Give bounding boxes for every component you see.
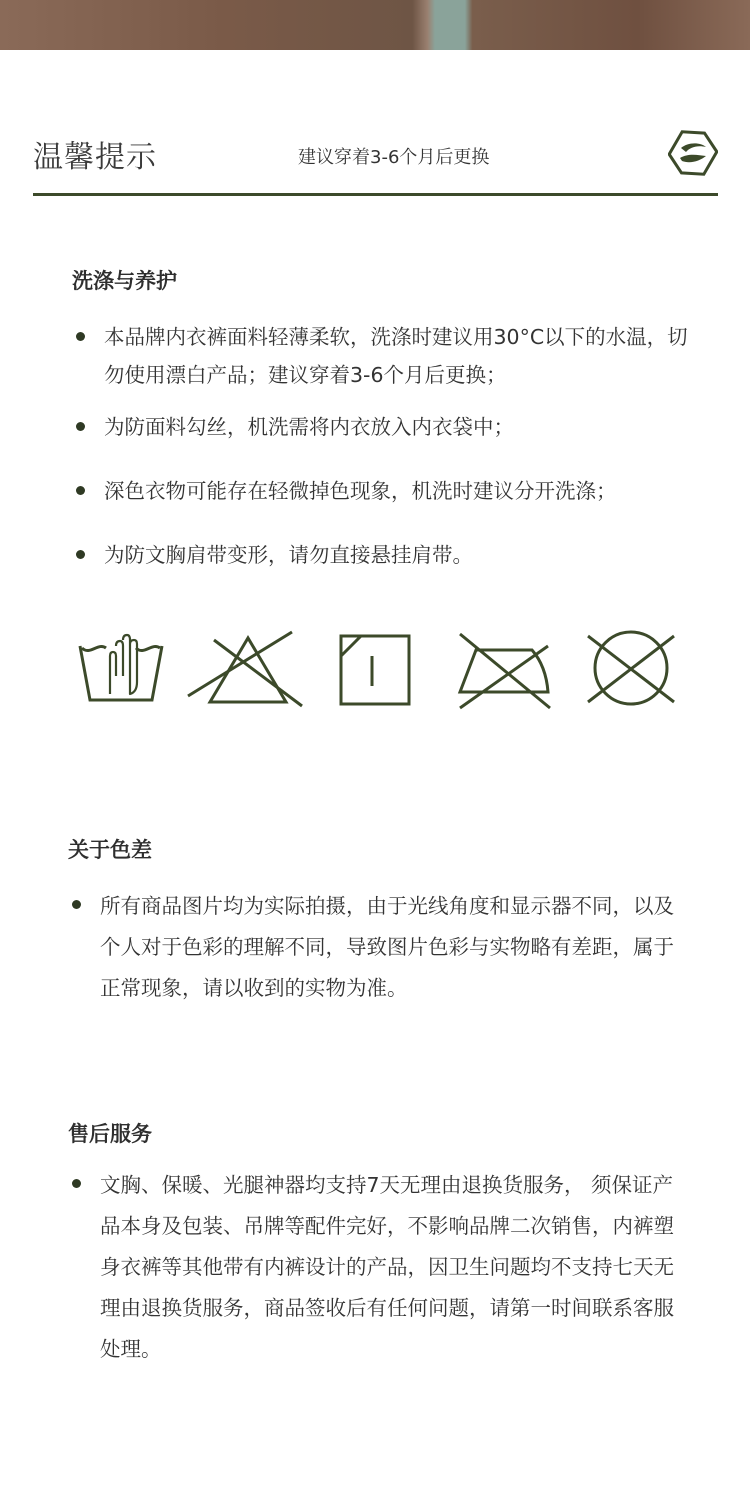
list-item: 为防面料勾丝，机洗需将内衣放入内衣袋中； — [72, 408, 697, 446]
do-not-dry-clean-icon — [584, 626, 679, 711]
hand-wash-icon — [76, 626, 166, 711]
list-item: 本品牌内衣裤面料轻薄柔软，洗涤时建议用30°C以下的水温，切勿使用漂白产品；建议穿着3-6个月后更换； — [72, 318, 697, 394]
bullet-icon — [76, 332, 85, 341]
brand-logo-icon — [668, 128, 718, 178]
bullet-icon — [72, 1179, 81, 1188]
header-tip: 建议穿着3-6个月后更换 — [298, 147, 490, 168]
do-not-iron-icon — [456, 626, 556, 711]
care-symbols — [76, 626, 686, 716]
bullet-icon — [72, 900, 81, 909]
list-item: 所有商品图片均为实际拍摄，由于光线角度和显示器不同，以及个人对于色彩的理解不同，导致图片色彩与实物略有差距，属于正常现象，请以收到的实物为准。 — [68, 886, 693, 1009]
care-section-title: 洗涤与养护 — [72, 269, 177, 293]
list-item: 为防文胸肩带变形，请勿直接悬挂肩带。 — [72, 536, 697, 574]
header-divider — [33, 193, 718, 196]
list-item: 文胸、保暖、光腿神器均支持7天无理由退换货服务， 须保证产品本身及包装、吊牌等配件完好，不影响品牌二次销售，内裤塑身衣裤等其他带有内裤设计的产品，因卫生问题均不支持七天无理由退换货服务，商品签收后有任何问题，请第一时间联系客服处理。 — [68, 1165, 693, 1370]
after-sales-list — [68, 1165, 693, 1370]
page-title: 温馨提示 — [33, 140, 157, 175]
after-sales-section-title: 售后服务 — [68, 1122, 152, 1146]
bullet-icon — [76, 486, 85, 495]
color-diff-section-title: 关于色差 — [68, 838, 152, 862]
list-item: 深色衣物可能存在轻微掉色现象，机洗时建议分开洗涤； — [72, 472, 697, 510]
do-not-bleach-icon — [184, 626, 304, 711]
color-diff-list — [68, 886, 693, 1009]
bullet-icon — [76, 422, 85, 431]
top-photo-strip — [0, 0, 750, 50]
dry-flat-icon — [338, 626, 412, 711]
care-list — [72, 318, 697, 574]
bullet-icon — [76, 550, 85, 559]
